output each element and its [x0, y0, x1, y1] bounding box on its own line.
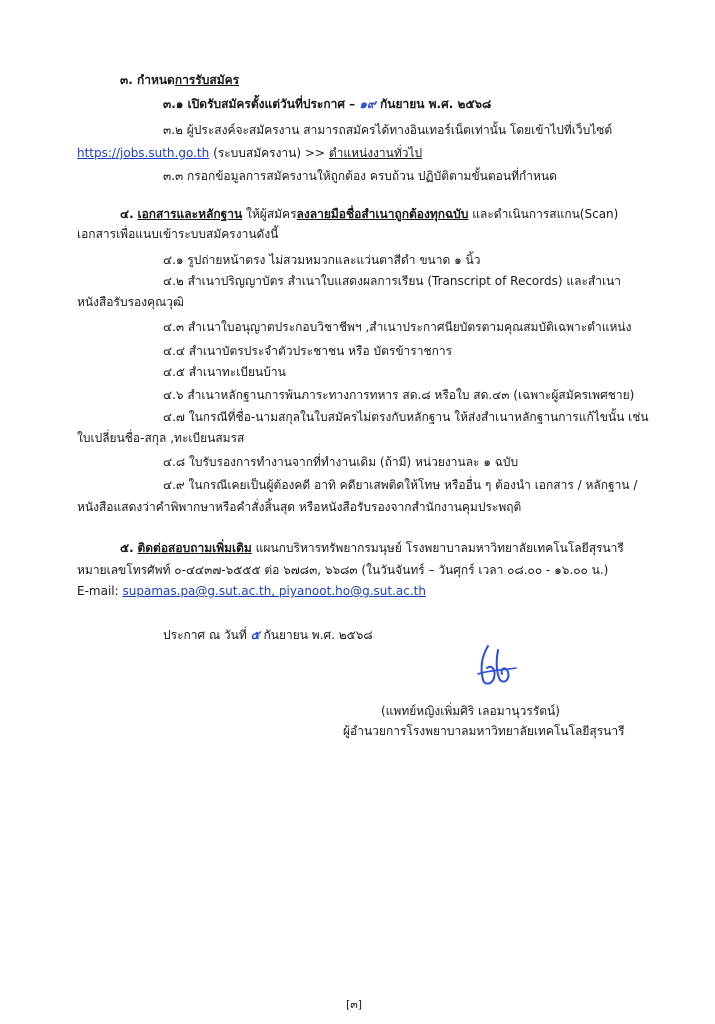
- item-3-1: ๓.๑ เปิดรับสมัครตั้งแต่วันที่ประกาศ – ๑๙ กันยายน พ.ศ. ๒๕๖๘: [163, 97, 492, 111]
- handwritten-day-close: ๑๙: [359, 97, 376, 111]
- jobs-website-link[interactable]: https://jobs.suth.go.th: [77, 146, 210, 160]
- item-4-9-line1: ๔.๙ ในกรณีเคยเป็นผู้ต้องคดี อาทิ คดียาเสพติดให้โทษ หรืออื่น ๆ ต้องนำ เอกสาร / หลักฐาน /: [163, 478, 638, 492]
- signer-name: (แพทย์หญิงเพิ่มศิริ เลอมานุวรรัตน์): [381, 704, 560, 718]
- item-4-7-line2: ใบเปลี่ยนชื่อ-สกุล ,ทะเบียนสมรส: [77, 431, 245, 445]
- signer-title: ผู้อำนวยการโรงพยาบาลมหาวิทยาลัยเทคโนโลยีสุรนารี: [343, 724, 625, 738]
- item-3-2-line2: https://jobs.suth.go.th (ระบบสมัครงาน) >> ตำแหน่งงานทั่วไป: [77, 146, 423, 160]
- section-4-heading: ๔. เอกสารและหลักฐาน ให้ผู้สมัครลงลายมือชื่อสำเนาถูกต้องทุกฉบับ และดำเนินการสแกน(Scan): [120, 207, 619, 221]
- item-4-9-line2: หนังสือแสดงว่าคำพิพากษาหรือคำสั่งสิ้นสุด หรือหนังสือรับรองจากสำนักงานคุมประพฤติ: [77, 500, 522, 514]
- item-3-2-line1: ๓.๒ ผู้ประสงค์จะสมัครงาน สามารถสมัครได้ทางอินเทอร์เน็ตเท่านั้น โดยเข้าไปที่เว็บไซต์: [163, 123, 613, 137]
- item-4-5: ๔.๕ สำเนาทะเบียนบ้าน: [163, 365, 286, 379]
- section-4-heading-line2: เอกสารเพื่อแนบเข้าระบบสมัครงานดังนี้: [77, 227, 279, 241]
- contact-phone-line: หมายเลขโทรศัพท์ ๐-๔๔๓๗-๖๕๕๕ ต่อ ๖๗๘๓, ๖๖๘๓ (ในวันจันทร์ – วันศุกร์ เวลา ๐๘.๐๐ - ๑๖.๐๐ น.): [77, 563, 609, 577]
- item-4-8: ๔.๘ ใบรับรองการทำงานจากที่ทำงานเดิม (ถ้ามี) หน่วยงานละ ๑ ฉบับ: [163, 455, 519, 469]
- item-4-2-line1: ๔.๒ สำเนาปริญญาบัตร สำเนาใบแสดงผลการเรียน (Transcript of Records) และสำเนา: [163, 274, 621, 288]
- announcement-date: ประกาศ ณ วันที่ ๕ กันยายน พ.ศ. ๒๕๖๘: [163, 628, 373, 642]
- item-4-7-line1: ๔.๗ ในกรณีที่ชื่อ-นามสกุลในใบสมัครไม่ตรงกับหลักฐาน ให้ส่งสำเนาหลักฐานการแก้ไขนั้น เช่น: [163, 410, 649, 424]
- item-4-6: ๔.๖ สำเนาหลักฐานการพ้นภาระทางการทหาร สด.๘ หรือใบ สด.๔๓ (เฉพาะผู้สมัครเพศชาย): [163, 388, 635, 402]
- item-4-3: ๔.๓ สำเนาใบอนุญาตประกอบวิชาชีพฯ ,สำเนาประกาศนียบัตรตามคุณสมบัติเฉพาะตำแหน่ง: [163, 320, 632, 334]
- handwritten-day-announce: ๕: [250, 628, 260, 642]
- contact-email-line: E-mail: supamas.pa@g.sut.ac.th, piyanoot.ho@g.sut.ac.th: [77, 584, 426, 598]
- page-number: [๓]: [346, 998, 363, 1011]
- item-4-1: ๔.๑ รูปถ่ายหน้าตรง ไม่สวมหมวกและแว่นตาสีดำ ขนาด ๑ นิ้ว: [163, 253, 481, 267]
- item-3-3: ๓.๓ กรอกข้อมูลการสมัครงานให้ถูกต้อง ครบถ้วน ปฏิบัติตามขั้นตอนที่กำหนด: [163, 169, 557, 183]
- signature-image: [474, 640, 520, 688]
- section-3-heading: ๓. กำหนดการรับสมัคร: [120, 73, 240, 87]
- section-5-heading: ๕. ติดต่อสอบถามเพิ่มเติม แผนกบริหารทรัพยากรมนุษย์ โรงพยาบาลมหาวิทยาลัยเทคโนโลยีสุรนารี: [120, 541, 624, 555]
- item-4-2-line2: หนังสือรับรองคุณวุฒิ: [77, 295, 184, 309]
- item-4-4: ๔.๔ สำเนาบัตรประจำตัวประชาชน หรือ บัตรข้าราชการ: [163, 344, 453, 358]
- email-link[interactable]: supamas.pa@g.sut.ac.th, piyanoot.ho@g.sut.ac.th: [122, 584, 426, 598]
- general-positions-link[interactable]: ตำแหน่งงานทั่วไป: [328, 146, 423, 160]
- signature-icon: [474, 640, 520, 688]
